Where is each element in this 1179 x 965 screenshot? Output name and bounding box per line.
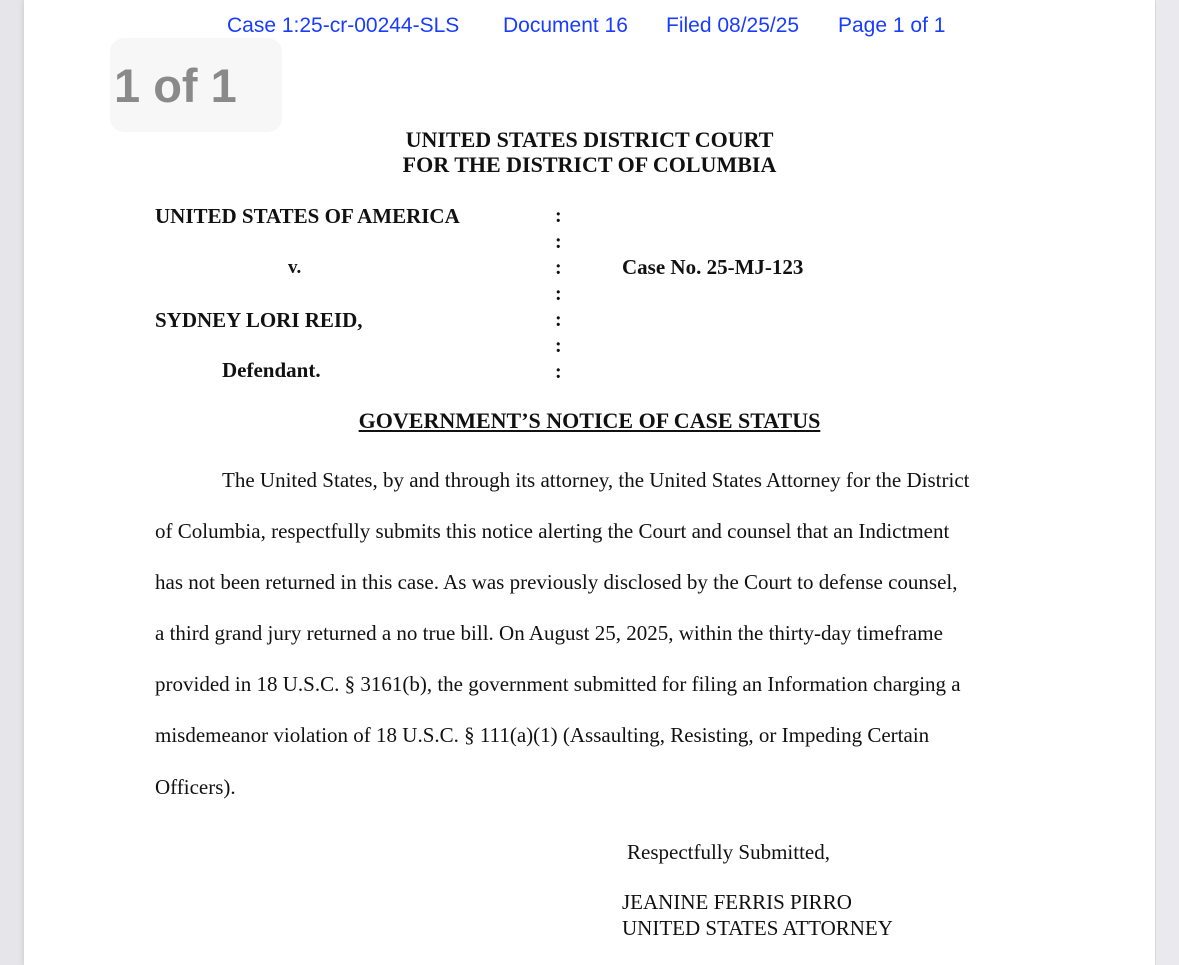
caption-colon: :	[555, 231, 562, 253]
signature-title: UNITED STATES ATTORNEY	[622, 916, 893, 940]
court-district: FOR THE DISTRICT OF COLUMBIA	[402, 152, 777, 177]
body-line: Officers).	[155, 775, 236, 799]
caption-colon: :	[555, 335, 562, 357]
signature-closing: Respectfully Submitted,	[627, 840, 830, 864]
page-indicator	[110, 38, 282, 132]
case-number: Case No. 25-MJ-123	[622, 255, 804, 279]
document-title: GOVERNMENT’S NOTICE OF CASE STATUS	[358, 408, 821, 433]
viewer-gutter	[1156, 0, 1179, 965]
body-line: of Columbia, respectfully submits this notice alerting the Court and counsel that an Indictment	[155, 519, 950, 543]
caption-plaintiff: UNITED STATES OF AMERICA	[155, 204, 460, 228]
caption-colon: :	[555, 205, 562, 227]
caption-colon: :	[555, 257, 562, 279]
header-document: Document 16	[503, 14, 628, 37]
body-line: a third grand jury returned a no true bill. On August 25, 2025, within the thirty-day timeframe	[155, 621, 943, 645]
body-line: misdemeanor violation of 18 U.S.C. § 111(a)(1) (Assaulting, Resisting, or Impeding Certain	[155, 723, 930, 747]
signature-name: JEANINE FERRIS PIRRO	[622, 890, 852, 914]
caption-defendant-name: SYDNEY LORI REID,	[155, 308, 363, 332]
body-line: The United States, by and through its attorney, the United States Attorney for the District	[222, 468, 970, 492]
caption-colon: :	[555, 361, 562, 383]
caption-colon: :	[555, 309, 562, 331]
header-page: Page 1 of 1	[838, 14, 946, 37]
page-indicator-text: 1 of 1	[114, 59, 237, 112]
caption-colon: :	[555, 283, 562, 305]
caption-versus: v.	[288, 257, 302, 278]
document-page	[24, 0, 1155, 965]
court-name: UNITED STATES DISTRICT COURT	[405, 127, 774, 152]
body-line: has not been returned in this case. As was previously disclosed by the Court to defense counsel,	[155, 570, 958, 594]
body-line: provided in 18 U.S.C. § 3161(b), the government submitted for filing an Information charging a	[155, 672, 961, 696]
header-case-number: Case 1:25-cr-00244-SLS	[227, 14, 460, 37]
header-filed-date: Filed 08/25/25	[666, 14, 800, 37]
caption-defendant-label: Defendant.	[222, 358, 321, 382]
